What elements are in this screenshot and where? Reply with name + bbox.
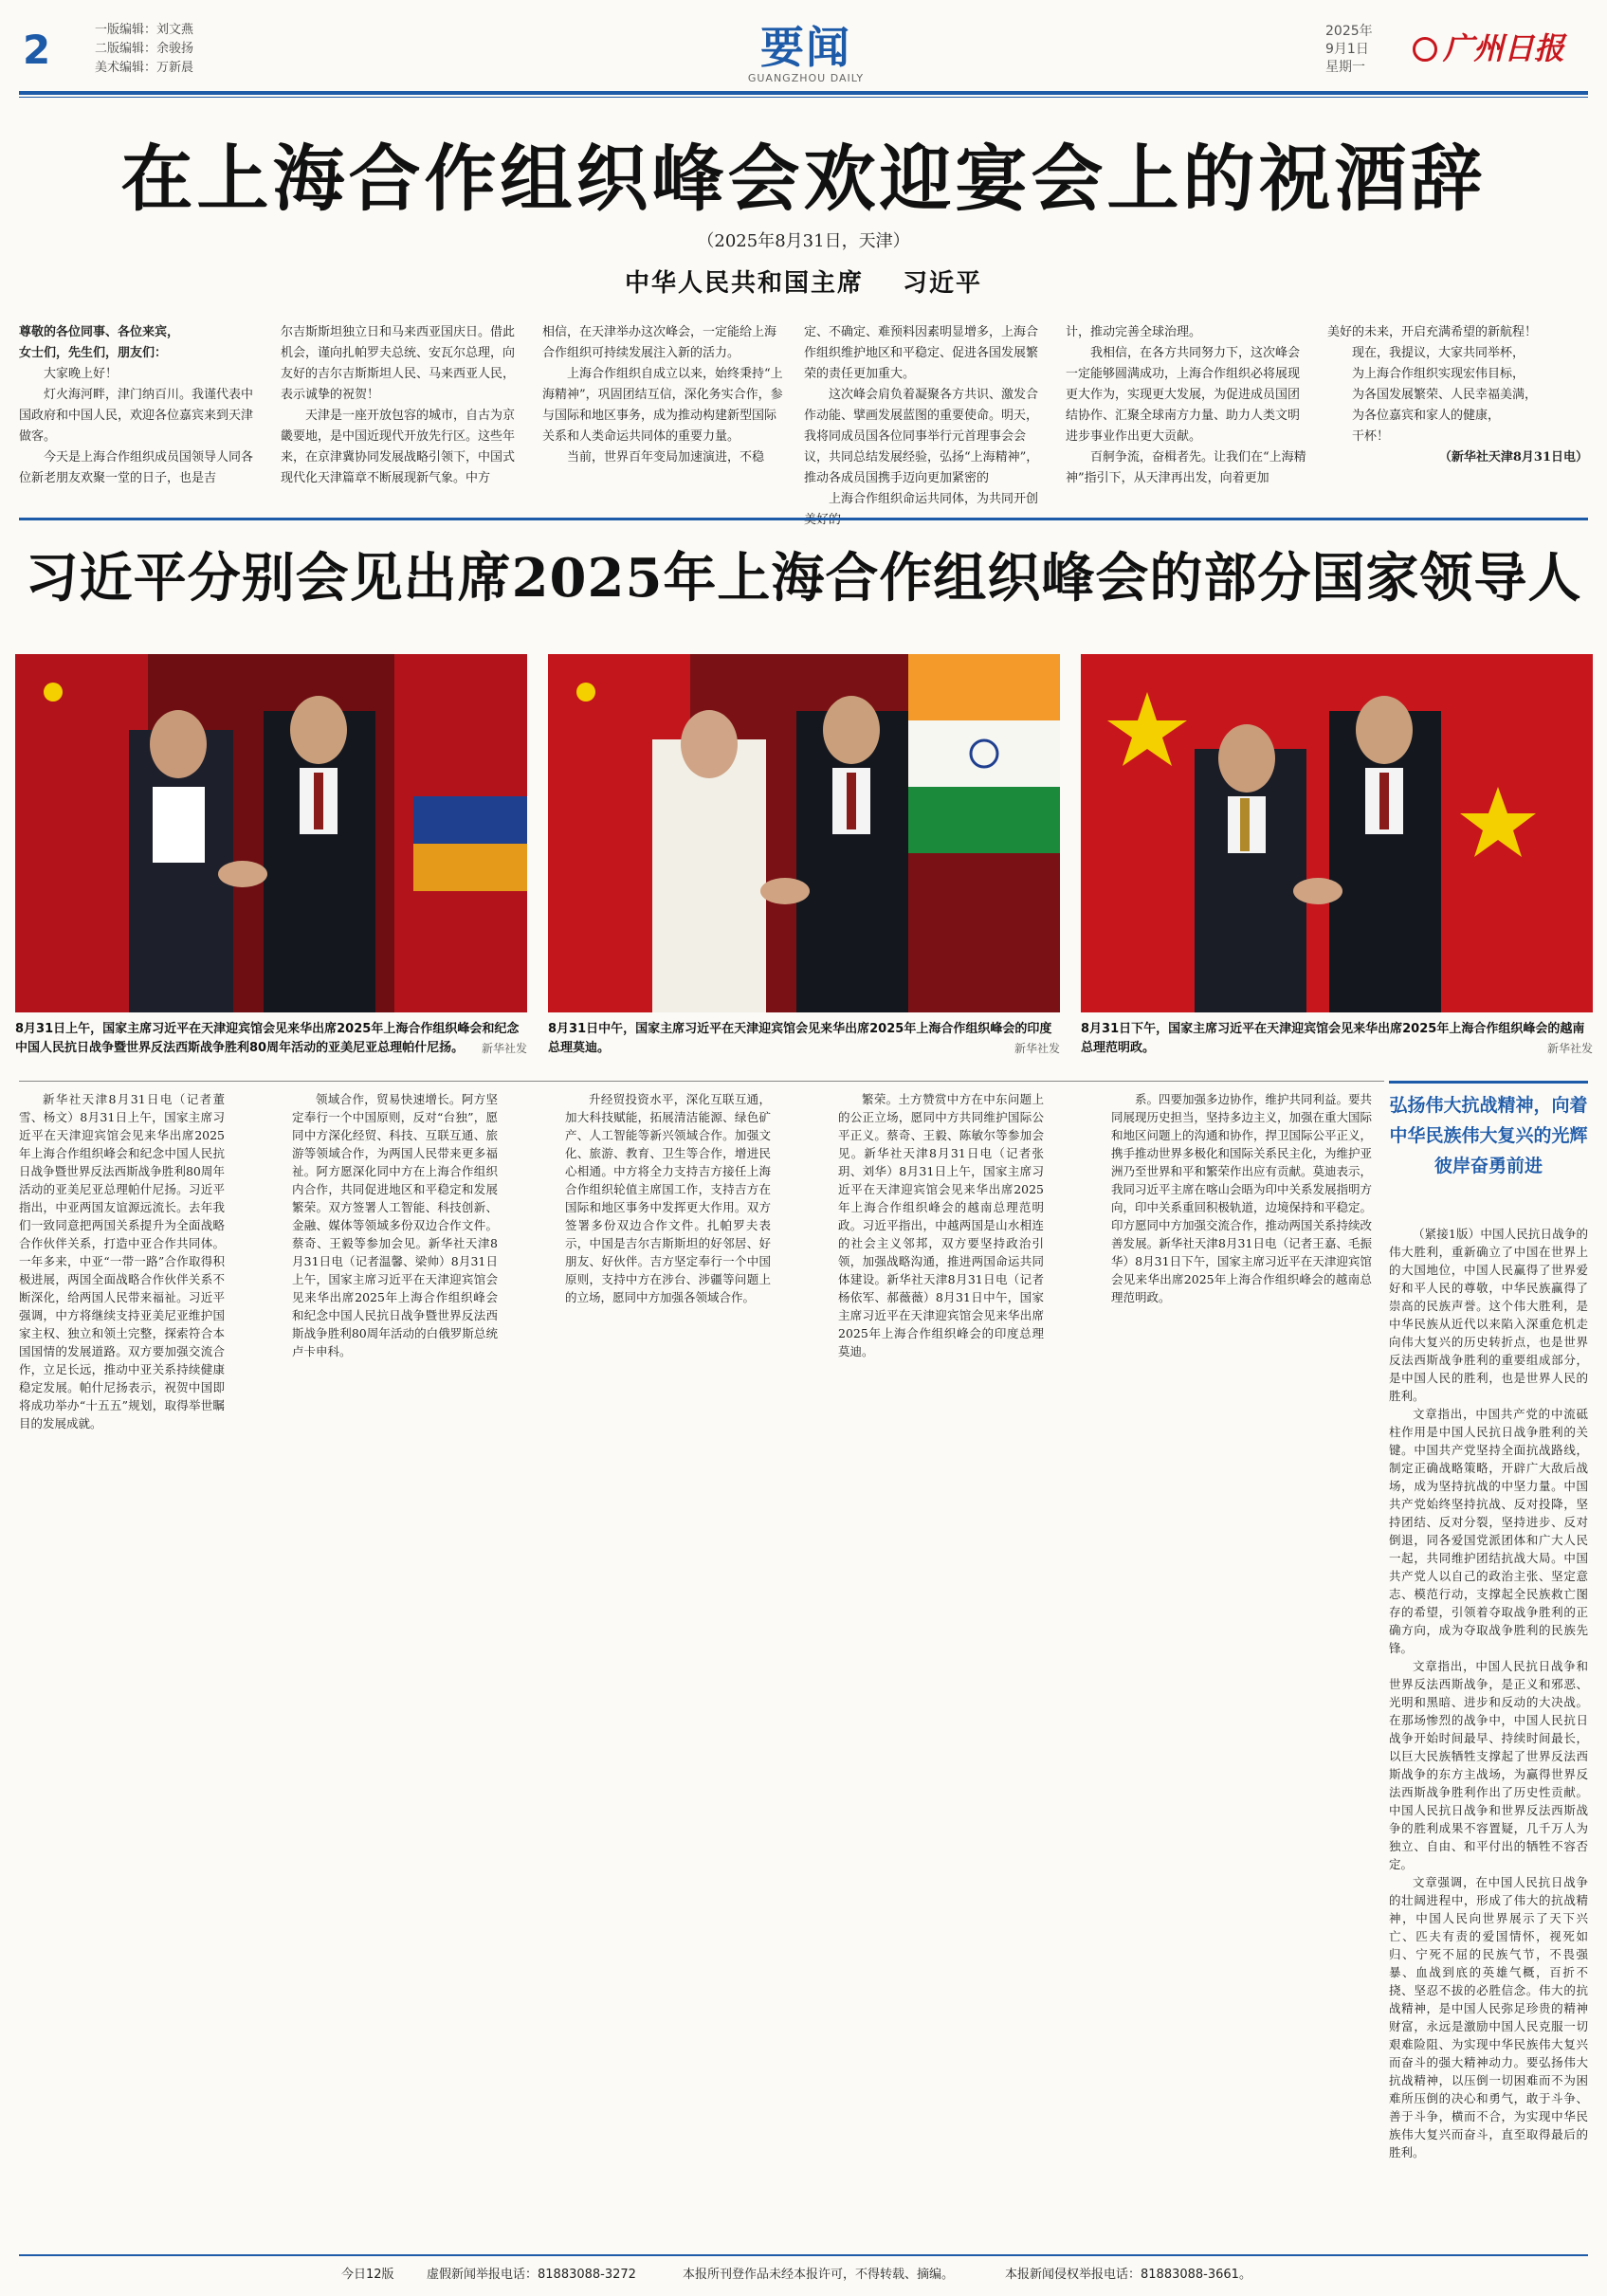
editor-credits <box>95 21 193 78</box>
article-column <box>1111 1090 1372 2242</box>
caption-text: 8月31日下午，国家主席习近平在天津迎宾馆会见来华出席2025年上海合作组织峰会的越南总理范明政。 <box>1081 1022 1585 1055</box>
article-column <box>292 1090 498 2242</box>
issue-date <box>1325 23 1373 77</box>
newspaper-logo <box>1413 25 1564 68</box>
photo-vietnam-meeting <box>1081 654 1593 1012</box>
toast-paragraph: 尊敬的各位同事、各位来宾， <box>19 325 180 339</box>
masthead-rule <box>19 91 1588 95</box>
toast-paragraph: 相信，在天津举办这次峰会，一定能给上海合作组织可持续发展注入新的活力。 <box>542 325 777 360</box>
photo-india-illustration <box>548 654 1060 1012</box>
sidebar-title: 弘扬伟大抗战精神，向着中华民族伟大复兴的光辉彼岸奋勇前进 <box>1389 1095 1588 1176</box>
toast-paragraph: 上海合作组织自成立以来，始终秉持“上海精神”，巩固团结互信，深化务实合作，参与国际和地区事务，成为推动构建新型国际关系和人类命运共同体的重要力量。 <box>542 367 783 444</box>
masthead-rule-thin <box>19 97 1588 98</box>
toast-paragraph: 干杯！ <box>1352 429 1390 444</box>
toast-paragraph: 现在，我提议，大家共同举杯， <box>1352 346 1525 360</box>
article-text: 系。四要加强多边协作，维护共同利益。要共同展现历史担当，坚持多边主义，加强在重大国际和地区问题上的沟通和协作，捍卫国际公平正义，携手推动世界多极化和国际关系民主化，为维护亚洲乃至世界和平和繁荣作出应有贡献。莫迪表示，我同习近平主席在喀山会晤为印中关系发展指明方向，印中关系重回积极轨道，边境保持和平稳定。印方愿同中方加强交流合作，推动两国关系持续改善发展。新华社天津8月31日电（记者王嘉、毛振华）8月31日下午，国家主席习近平在天津迎宾馆会见来华出席2025年上海合作组织峰会的越南总理范明政。 <box>1111 1092 1373 1304</box>
toast-dateline: （2025年8月31日，天津） <box>697 231 910 251</box>
article-text: 新华社天津8月31日电（记者董雪、杨文）8月31日上午，国家主席习近平在天津迎宾馆会见来华出席2025年上海合作组织峰会和纪念中国人民抗日战争暨世界反法西斯战争胜利80周年活动的亚美尼亚总理帕什尼扬。习近平指出，中亚两国友谊源远流长。去年我们一致同意把两国关系提升为全面战略合作伙伴关系，打造中亚合作共同体。一年多来，中亚“一带一路”合作取得积极进展，两国全面战略合作伙伴关系不断深化，给两国人民带来福祉。习近平强调，中方将继续支持亚美尼亚维护国家主权、独立和领土完整，探索符合本国国情的发展道路。双方要加强交流合作，立足长远，推动中亚关系持续健康稳定发展。帕什尼扬表示，祝贺中国即将成功举办“十五五”规划，取得举世瞩目的发展成就。 <box>19 1092 225 1430</box>
caption-text: 8月31日上午，国家主席习近平在天津迎宾馆会见来华出席2025年上海合作组织峰会和纪念中国人民抗日战争暨世界反法西斯战争胜利80周年活动的亚美尼亚总理帕什尼扬。 <box>15 1022 520 1055</box>
toast-paragraph: 天津是一座开放包容的城市，自古为京畿要地，是中国近现代开放先行区。这些年来，在京津冀协同发展战略引领下，中国式现代化天津篇章不断展现新气象。中方 <box>281 409 516 485</box>
headline-meetings: 习近平分别会见出席2025年上海合作组织峰会的部分国家领导人 <box>25 547 1582 610</box>
photo-vietnam-illustration <box>1081 654 1593 1012</box>
footer-hotline: 虚假新闻举报电话：81883088-3272 <box>427 2268 636 2282</box>
toast-column-5 <box>1066 322 1310 493</box>
photo-india-meeting <box>548 654 1060 1012</box>
toast-paragraph: 为上海合作组织实现宏伟目标， <box>1352 367 1525 381</box>
toast-author: 中华人民共和国主席 习近平 <box>624 269 983 298</box>
toast-column-2 <box>281 322 525 493</box>
headline-toast: 在上海合作组织峰会欢迎宴会上的祝酒辞 <box>120 137 1487 221</box>
toast-column-4 <box>804 322 1049 506</box>
photo-armenia-illustration <box>15 654 527 1012</box>
logo-text: 广州日报 <box>1443 30 1565 66</box>
toast-paragraph: 为各国发展繁荣、人民幸福美满， <box>1352 388 1538 402</box>
photo-caption <box>15 1020 527 1058</box>
toast-paragraph: 当前，世界百年变局加速演进，不稳 <box>567 450 765 465</box>
toast-paragraph: 大家晚上好！ <box>44 367 119 381</box>
date-year: 2025年 <box>1325 24 1373 39</box>
toast-column-1 <box>19 322 264 493</box>
footer-notice: 本报所刊登作品未经本报许可，不得转载、摘编。 <box>683 2268 955 2282</box>
footer-hotline: 本报新闻侵权举报电话：81883088-3661。 <box>1005 2268 1251 2282</box>
photo-credit: 新华社发 <box>1014 1042 1060 1055</box>
page-number: 2 <box>23 27 51 73</box>
photo-armenia-meeting <box>15 654 527 1012</box>
toast-column-3 <box>542 322 787 493</box>
editor-line: 美术编辑：万新晨 <box>95 61 194 75</box>
article-text: 领域合作，贸易快速增长。阿方坚定奉行一个中国原则，反对“台独”，愿同中方深化经贸、科技、互联互通、旅游等领域合作，为两国人民带来更多福祉。阿方愿深化同中方在上海合作组织内合作，共同促进地区和平稳定和发展繁荣。双方签署人工智能、科技创新、金融、媒体等领域多份双边合作文件。蔡奇、王毅等参加会见。新华社天津8月31日电（记者温馨、梁帅）8月31日上午，国家主席习近平在天津迎宾馆会见来华出席2025年上海合作组织峰会和纪念中国人民抗日战争暨世界反法西斯战争胜利80周年活动的白俄罗斯总统卢卡申科。 <box>292 1092 498 1358</box>
sidebar-paragraph: 文章指出，中国人民抗日战争和世界反法西斯战争，是正义和邪恶、光明和黑暗、进步和反动的大决战。在那场惨烈的战争中，中国人民抗日战争开始时间最早、持续时间最长，以巨大民族牺牲支撑起了世界反法西斯战争的东方主战场，为赢得世界反法西斯战争胜利作出了历史性贡献。中国人民抗日战争和世界反法西斯战争的胜利成果不容置疑，几千万人为独立、自由、和平付出的牺牲不容否定。 <box>1389 1659 1588 1871</box>
toast-paragraph: 上海合作组织命运共同体，为共同开创 <box>829 492 1039 506</box>
toast-column-6 <box>1327 322 1588 493</box>
article-text: 繁荣。土方赞赏中方在中东问题上的公正立场，愿同中方共同维护国际公平正义。蔡奇、王毅、陈敏尔等参加会见。新华社天津8月31日电（记者张玥、刘华）8月31日上午，国家主席习近平在天津迎宾馆会见来华出席2025年上海合作组织峰会的越南总理范明政。习近平指出，中越两国是山水相连的社会主义邻邦，双方要坚持政治引领，加强战略沟通，推进两国命运共同体建设。新华社天津8月31日电（记者杨依军、郝薇薇）8月31日中午，国家主席习近平在天津迎宾馆会见来华出席2025年上海合作组织峰会的印度总理莫迪。 <box>838 1092 1044 1358</box>
section-title: 要闻 <box>760 22 851 73</box>
date-weekday: 星期一 <box>1325 60 1365 75</box>
toast-paragraph: 百舸争流，奋楫者先。让我们在“上海精神”指引下，从天津再出发，向着更加 <box>1066 450 1306 485</box>
date-day: 9月1日 <box>1325 42 1369 57</box>
toast-paragraph: 定、不确定、难预料因素明显增多，上海合作组织维护地区和平稳定、促进各国发展繁荣的责任更加重大。 <box>804 325 1039 381</box>
footer-pages: 今日12版 <box>341 2268 394 2282</box>
sidebar-body <box>1389 1225 1588 2242</box>
logo-icon <box>1413 37 1437 62</box>
section-subtitle: GUANGZHOU DAILY <box>747 72 865 84</box>
article-column <box>838 1090 1044 2242</box>
article-column <box>565 1090 771 2242</box>
photo-caption <box>1081 1020 1593 1058</box>
footer-rule <box>19 2254 1588 2256</box>
toast-paragraph: 尔吉斯斯坦独立日和马来西亚国庆日。借此机会，谨向扎帕罗夫总统、安瓦尔总理，向友好的吉尔吉斯斯坦人民、马来西亚人民，表示诚挚的祝贺！ <box>281 325 516 402</box>
toast-paragraph: 这次峰会肩负着凝聚各方共识、激发合作动能、擘画发展蓝图的重要使命。明天，我将同成员国各位同事举行元首理事会会议，共同总结发展经验，弘扬“上海精神”，推动各成员国携手迈向更加紧密的 <box>804 388 1039 485</box>
toast-paragraph: 今天是上海合作组织成员国领导人同各位新老朋友欢聚一堂的日子，也是吉 <box>19 450 254 485</box>
toast-paragraph: 灯火海河畔，津门纳百川。我谨代表中国政府和中国人民，欢迎各位嘉宾来到天津做客。 <box>19 388 254 444</box>
editor-line: 二版编辑：余骏扬 <box>95 42 194 56</box>
photo-credit: 新华社发 <box>481 1042 527 1055</box>
article-text: 升经贸投资水平，深化互联互通，加大科技赋能，拓展清洁能源、绿色矿产、人工智能等新兴领域合作。加强文化、旅游、教育、卫生等合作，增进民心相通。中方将全力支持吉方接任上海合作组织轮值主席国工作，支持吉方在国际和地区事务中发挥更大作用。双方签署多份双边合作文件。扎帕罗夫表示，中国是吉尔吉斯斯坦的好邻居、好朋友、好伙伴。吉方坚定奉行一个中国原则，支持中方在涉台、涉疆等问题上的立场，愿同中方加强各领域合作。 <box>565 1092 771 1304</box>
article-column <box>19 1090 225 2242</box>
photo-credit: 新华社发 <box>1546 1042 1593 1055</box>
section-divider <box>19 518 1588 520</box>
caption-divider <box>19 1081 1384 1082</box>
caption-text: 8月31日中午，国家主席习近平在天津迎宾馆会见来华出席2025年上海合作组织峰会的印度总理莫迪。 <box>548 1022 1052 1055</box>
editor-line: 一版编辑：刘文燕 <box>95 23 194 37</box>
toast-paragraph: 我相信，在各方共同努力下，这次峰会一定能够圆满成功，上海合作组织必将展现更大作为，实现更大发展，为促进成员国团结协作、汇聚全球南方力量、助力人类文明进步事业作出更大贡献。 <box>1066 346 1301 444</box>
toast-paragraph: 女士们，先生们，朋友们： <box>19 346 168 360</box>
sidebar-paragraph: 文章强调，在中国人民抗日战争的壮阔进程中，形成了伟大的抗战精神，中国人民向世界展示了天下兴亡、匹夫有责的爱国情怀，视死如归、宁死不屈的民族气节，不畏强暴、血战到底的英雄气概，百折不挠、坚忍不拔的必胜信念。伟大的抗战精神，是中国人民弥足珍贵的精神财富，永远是激励中国人民克服一切艰难险阻、为实现中华民族伟大复兴而奋斗的强大精神动力。要弘扬伟大抗战精神，以压倒一切困难而不为困难所压倒的决心和勇气，敢于斗争、善于斗争，横而不合，为实现中华民族伟大复兴而奋斗，直至取得最后的胜利。 <box>1389 1875 1588 2159</box>
toast-signoff: （新华社天津8月31日电） <box>1438 450 1588 465</box>
sidebar-paragraph: 文章指出，中国共产党的中流砥柱作用是中国人民抗日战争胜利的关键。中国共产党坚持全面抗战路线，制定正确战略策略，开辟广大敌后战场，成为坚持抗战的中坚力量。中国共产党始终坚持抗战、反对投降，坚持团结、反对分裂，坚持进步、反对倒退，同各爱国党派团体和广大人民一起，共同维护团结抗战大局。中国共产党人以自己的政治主张、坚定意志、模范行动，支撑起全民族救亡图存的希望，引领着夺取战争胜利的正确方向，成为夺取战争胜利的民族先锋。 <box>1389 1407 1588 1655</box>
toast-paragraph: 为各位嘉宾和家人的健康， <box>1352 409 1501 423</box>
sidebar-paragraph: （紧接1版）中国人民抗日战争的伟大胜利，重新确立了中国在世界上的大国地位，中国人民赢得了世界爱好和平人民的尊敬，中华民族赢得了崇高的民族声誉。这个伟大胜利，是中华民族从近代以来陷入深重危机走向伟大复兴的历史转折点，也是世界反法西斯战争胜利的重要组成部分，是中国人民的胜利，也是世界人民的胜利。 <box>1389 1227 1588 1403</box>
toast-paragraph: 美好的未来，开启充满希望的新航程！ <box>1327 325 1538 339</box>
photo-caption <box>548 1020 1060 1058</box>
toast-paragraph: 计，推动完善全球治理。 <box>1066 325 1202 339</box>
